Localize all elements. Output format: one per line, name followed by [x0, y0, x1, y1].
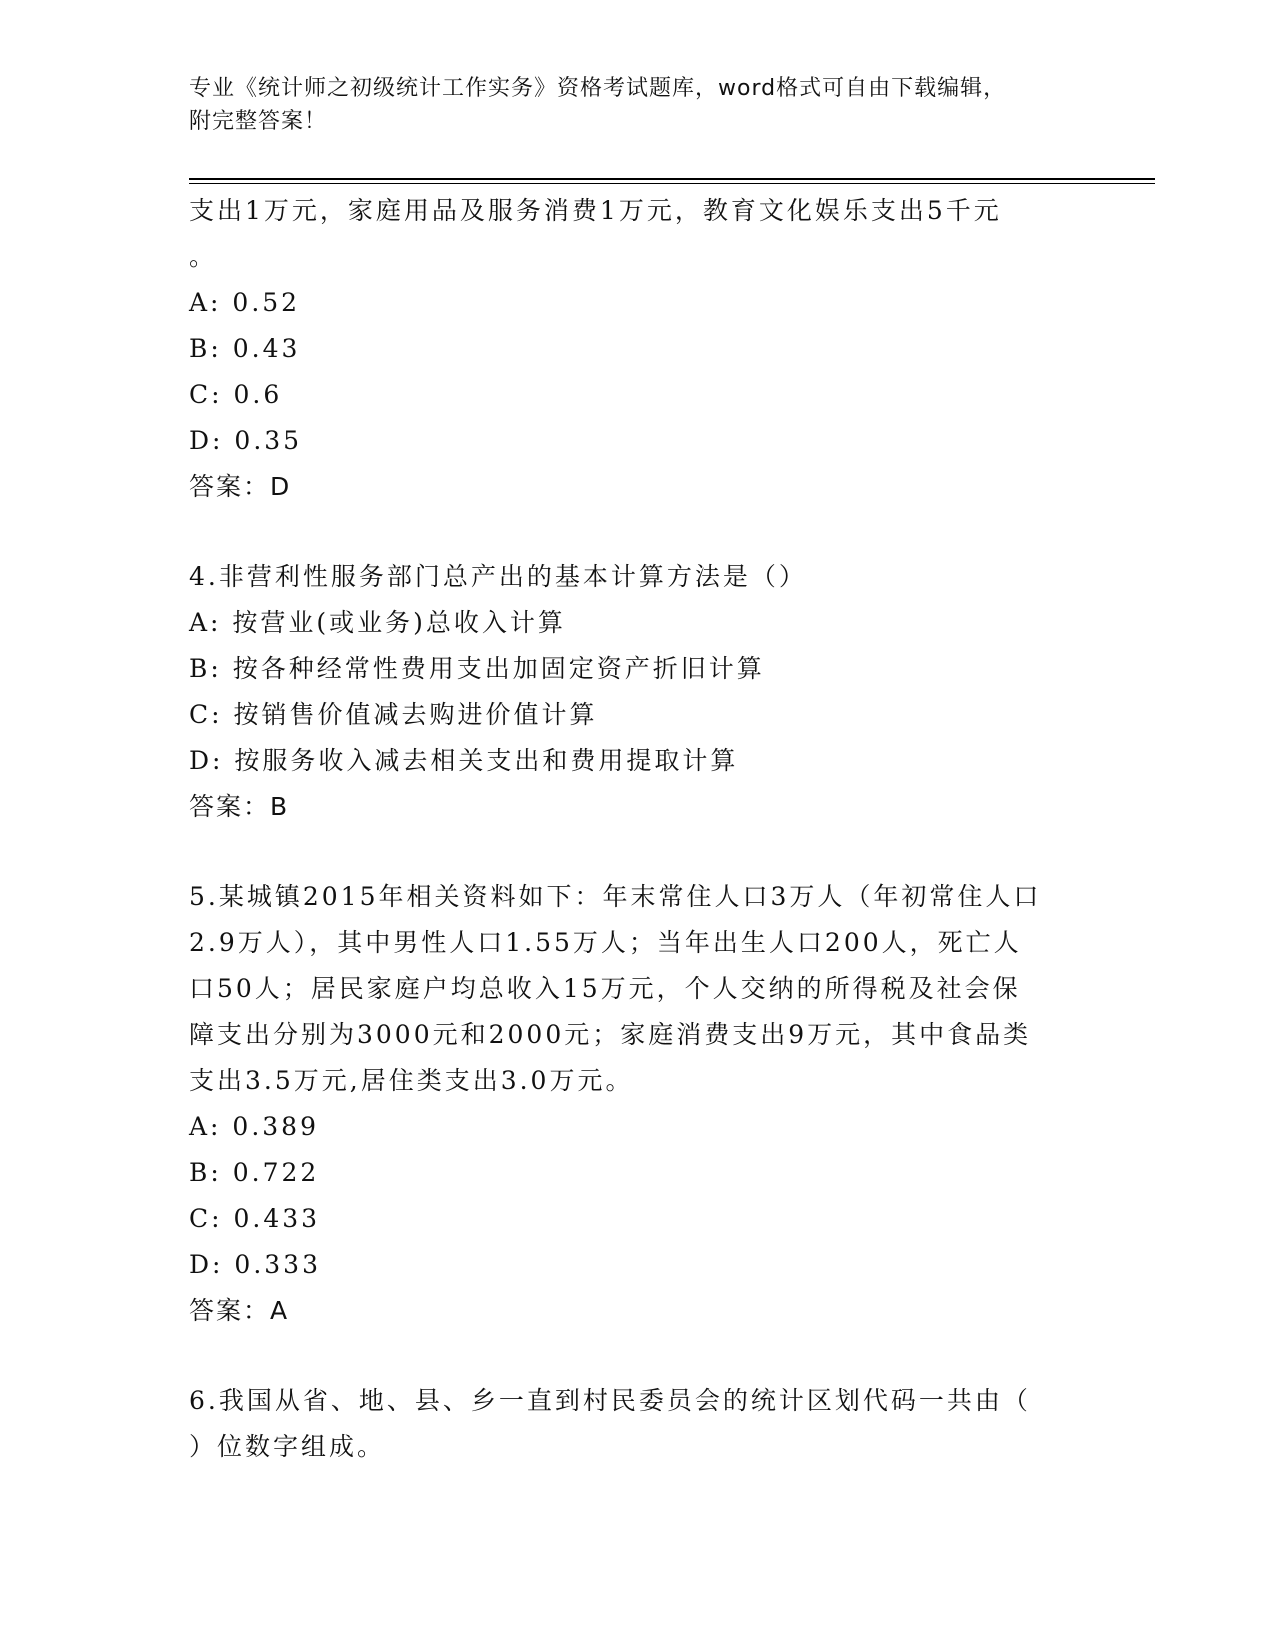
- document-body: [189, 188, 1089, 1470]
- option-d: D: 0.333: [189, 1250, 321, 1279]
- header-line-2: 附完整答案！: [189, 109, 328, 134]
- question-5: [189, 874, 1089, 1334]
- option-c: C: 0.6: [189, 380, 283, 409]
- header-divider-thick: [189, 178, 1155, 180]
- question-gap: [189, 510, 1089, 554]
- question-stem-line: 4.非营利性服务部门总产出的基本计算方法是（）: [189, 562, 807, 591]
- header-line-1: 专业《统计师之初级统计工作实务》资格考试题库，word格式可自由下载编辑，: [189, 76, 1007, 101]
- question-stem-line: 2.9万人），其中男性人口1.55万人；当年出生人口200人，死亡人: [189, 928, 1022, 957]
- header-divider-thin: [189, 183, 1155, 184]
- answer-label: 答案：D: [189, 472, 292, 501]
- document-header: [189, 72, 1069, 138]
- question-stem-line: 5.某城镇2015年相关资料如下：年末常住人口3万人（年初常住人口: [189, 882, 1042, 911]
- option-b: B: 按各种经常性费用支出加固定资产折旧计算: [189, 654, 765, 683]
- answer-label: 答案：B: [189, 792, 290, 821]
- question-6: [189, 1378, 1089, 1470]
- option-b: B: 0.722: [189, 1158, 320, 1187]
- question-stem-line: 口50人；居民家庭户均总收入15万元，个人交纳的所得税及社会保: [189, 974, 1021, 1003]
- question-gap: [189, 1334, 1089, 1378]
- option-a: A: 0.52: [189, 288, 301, 317]
- answer-label: 答案：A: [189, 1296, 290, 1325]
- option-c: C: 0.433: [189, 1204, 321, 1233]
- question-stem-line: 6.我国从省、地、县、乡一直到村民委员会的统计区划代码一共由（: [189, 1386, 1031, 1415]
- question-stem-line: 支出3.5万元,居住类支出3.0万元。: [189, 1066, 634, 1095]
- option-d: D: 0.35: [189, 426, 303, 455]
- question-stem-line: 支出1万元，家庭用品及服务消费1万元，教育文化娱乐支出5千元: [189, 196, 1002, 225]
- question-gap: [189, 830, 1089, 874]
- question-stem-line: 。: [189, 242, 218, 271]
- option-c: C: 按销售价值减去购进价值计算: [189, 700, 598, 729]
- option-d: D: 按服务收入减去相关支出和费用提取计算: [189, 746, 739, 775]
- option-a: A: 0.389: [189, 1112, 319, 1141]
- question-stem-line: ）位数字组成。: [189, 1432, 386, 1461]
- question-3-continuation: [189, 188, 1089, 510]
- option-b: B: 0.43: [189, 334, 301, 363]
- question-4: [189, 554, 1089, 830]
- question-stem-line: 障支出分别为3000元和2000元；家庭消费支出9万元，其中食品类: [189, 1020, 1032, 1049]
- option-a: A: 按营业(或业务)总收入计算: [189, 608, 566, 637]
